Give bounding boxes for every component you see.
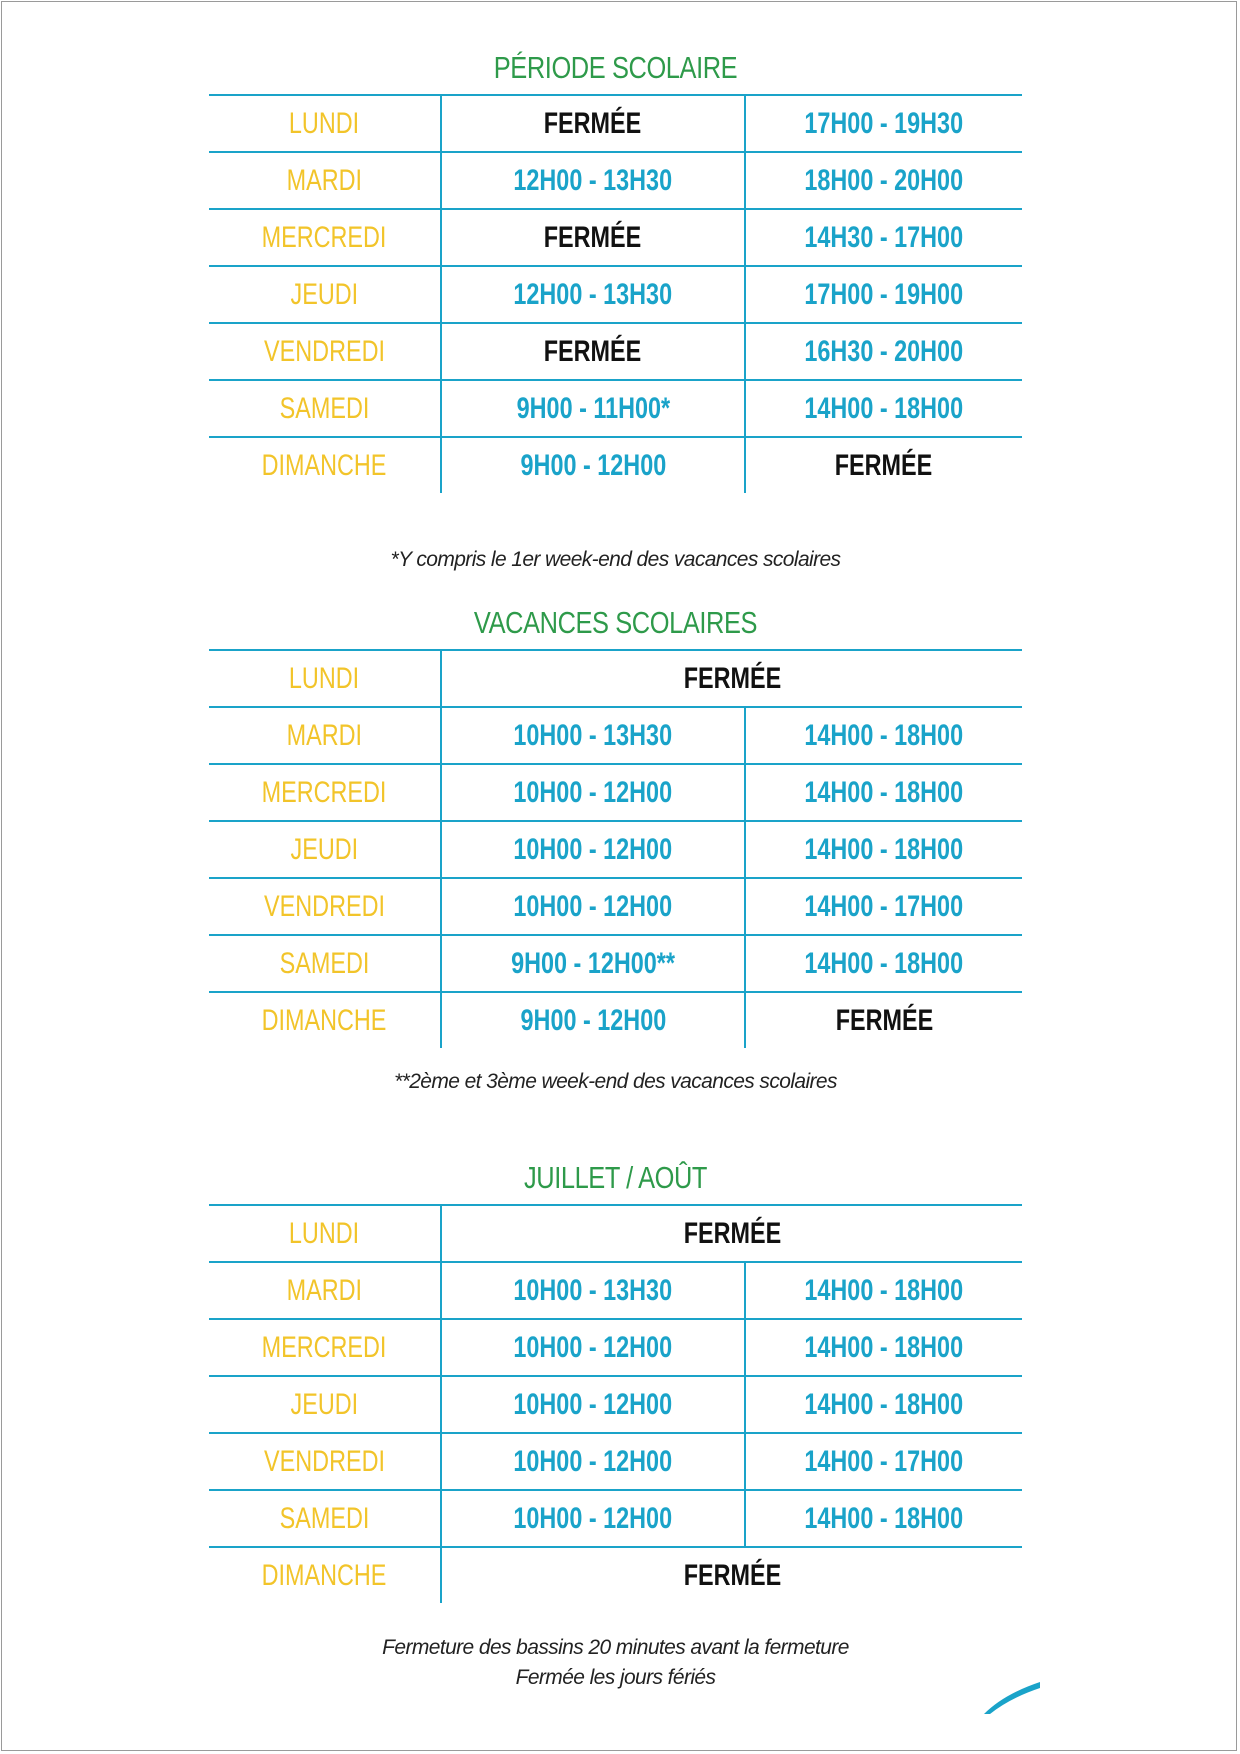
morning-hours: 10H00 - 13H30	[513, 1273, 673, 1307]
table-row	[209, 878, 1022, 935]
table-row	[209, 266, 1022, 323]
day-label: SAMEDI	[279, 946, 370, 980]
day-label-cell	[209, 1490, 441, 1547]
closed-label: FERMÉE	[683, 1216, 781, 1250]
morning-hours-cell	[441, 323, 745, 380]
morning-hours-cell	[441, 821, 745, 878]
afternoon-hours-cell	[745, 821, 1022, 878]
afternoon-hours-cell	[745, 323, 1022, 380]
afternoon-hours: 14H00 - 18H00	[804, 1387, 964, 1421]
afternoon-hours: 14H00 - 18H00	[804, 832, 964, 866]
day-label: VENDREDI	[264, 889, 385, 923]
morning-hours-cell	[441, 1262, 745, 1319]
closed-label-cell	[441, 1547, 1022, 1603]
holiday-note: Fermée les jours fériés	[515, 1666, 716, 1689]
afternoon-hours: 14H00 - 17H00	[804, 889, 964, 923]
afternoon-hours-cell	[745, 209, 1022, 266]
morning-hours: FERMÉE	[544, 220, 642, 254]
afternoon-hours-cell	[745, 1262, 1022, 1319]
afternoon-hours-cell	[745, 878, 1022, 935]
morning-hours: 10H00 - 12H00	[513, 1330, 673, 1364]
morning-hours: 10H00 - 12H00	[513, 1387, 673, 1421]
morning-hours-cell	[441, 764, 745, 821]
afternoon-hours-cell	[745, 1319, 1022, 1376]
day-label: MERCREDI	[262, 220, 387, 254]
footnote-weekend-2: **2ème et 3ème week-end des vacances scolaires	[394, 1070, 837, 1093]
table-row	[209, 152, 1022, 209]
afternoon-hours-cell	[745, 95, 1022, 152]
morning-hours-cell	[441, 1433, 745, 1490]
afternoon-hours: 14H30 - 17H00	[804, 220, 964, 254]
day-label-cell	[209, 323, 441, 380]
day-label-cell	[209, 152, 441, 209]
morning-hours-cell	[441, 95, 745, 152]
table-row	[209, 1547, 1022, 1603]
day-label-cell	[209, 935, 441, 992]
section-periode-scolaire	[209, 42, 1022, 493]
table-row	[209, 650, 1022, 707]
section-title: VACANCES SCOLAIRES	[473, 605, 758, 640]
section-juillet-aout	[209, 1152, 1022, 1603]
morning-hours: 9H00 - 12H00	[520, 1003, 666, 1037]
schedule-table	[209, 94, 1022, 493]
afternoon-hours-cell	[745, 1490, 1022, 1547]
day-label-cell	[209, 1547, 441, 1603]
day-label-cell	[209, 1433, 441, 1490]
day-label-cell	[209, 1376, 441, 1433]
morning-hours: 9H00 - 11H00*	[516, 391, 670, 425]
afternoon-hours-cell	[745, 1433, 1022, 1490]
day-label-cell	[209, 650, 441, 707]
table-row	[209, 95, 1022, 152]
day-label: LUNDI	[289, 1216, 360, 1250]
day-label-cell	[209, 992, 441, 1048]
afternoon-hours: 17H00 - 19H30	[804, 106, 964, 140]
closed-label: FERMÉE	[683, 661, 781, 695]
table-row	[209, 935, 1022, 992]
morning-hours-cell	[441, 437, 745, 493]
day-label-cell	[209, 1262, 441, 1319]
morning-hours: 10H00 - 12H00	[513, 775, 673, 809]
schedule-table	[209, 1204, 1022, 1603]
morning-hours-cell	[441, 1319, 745, 1376]
day-label: MARDI	[286, 1273, 363, 1307]
morning-hours: 10H00 - 12H00	[513, 832, 673, 866]
table-row	[209, 1205, 1022, 1262]
afternoon-hours: 14H00 - 18H00	[804, 946, 964, 980]
morning-hours: 12H00 - 13H30	[513, 163, 673, 197]
closing-note: Fermeture des bassins 20 minutes avant la fermeture	[382, 1636, 849, 1659]
afternoon-hours: FERMÉE	[835, 1003, 933, 1037]
closed-label-cell	[441, 650, 1022, 707]
day-label: LUNDI	[289, 106, 360, 140]
table-row	[209, 323, 1022, 380]
day-label: JEUDI	[290, 1387, 359, 1421]
afternoon-hours: 18H00 - 20H00	[804, 163, 964, 197]
morning-hours: 9H00 - 12H00	[520, 448, 666, 482]
day-label-cell	[209, 437, 441, 493]
table-row	[209, 1376, 1022, 1433]
day-label-cell	[209, 380, 441, 437]
day-label: DIMANCHE	[262, 448, 387, 482]
morning-hours-cell	[441, 380, 745, 437]
table-row	[209, 821, 1022, 878]
footnote-weekend-1: *Y compris le 1er week-end des vacances scolaires	[390, 548, 841, 571]
table-row	[209, 1433, 1022, 1490]
day-label-cell	[209, 266, 441, 323]
morning-hours-cell	[441, 152, 745, 209]
schedule-table	[209, 649, 1022, 1048]
morning-hours: 9H00 - 12H00**	[511, 946, 675, 980]
day-label: JEUDI	[290, 277, 359, 311]
table-row	[209, 380, 1022, 437]
morning-hours: 10H00 - 12H00	[513, 889, 673, 923]
afternoon-hours: 14H00 - 18H00	[804, 718, 964, 752]
day-label: VENDREDI	[264, 334, 385, 368]
morning-hours-cell	[441, 266, 745, 323]
day-label: DIMANCHE	[262, 1003, 387, 1037]
day-label-cell	[209, 95, 441, 152]
section-title: JUILLET / AOÛT	[523, 1160, 708, 1195]
closed-label-cell	[441, 1205, 1022, 1262]
afternoon-hours: 14H00 - 18H00	[804, 1273, 964, 1307]
afternoon-hours-cell	[745, 152, 1022, 209]
table-row	[209, 764, 1022, 821]
afternoon-hours: 14H00 - 18H00	[804, 1501, 964, 1535]
afternoon-hours-cell	[745, 1376, 1022, 1433]
day-label-cell	[209, 764, 441, 821]
day-label: VENDREDI	[264, 1444, 385, 1478]
day-label: LUNDI	[289, 661, 360, 695]
day-label-cell	[209, 707, 441, 764]
day-label: SAMEDI	[279, 391, 370, 425]
table-row	[209, 707, 1022, 764]
morning-hours-cell	[441, 878, 745, 935]
afternoon-hours-cell	[745, 707, 1022, 764]
day-label-cell	[209, 1319, 441, 1376]
morning-hours: 10H00 - 12H00	[513, 1501, 673, 1535]
day-label: SAMEDI	[279, 1501, 370, 1535]
morning-hours-cell	[441, 935, 745, 992]
day-label-cell	[209, 209, 441, 266]
afternoon-hours-cell	[745, 992, 1022, 1048]
morning-hours-cell	[441, 1490, 745, 1547]
morning-hours-cell	[441, 1376, 745, 1433]
table-row	[209, 1319, 1022, 1376]
table-row	[209, 1490, 1022, 1547]
day-label: JEUDI	[290, 832, 359, 866]
morning-hours: FERMÉE	[544, 106, 642, 140]
table-row	[209, 437, 1022, 493]
afternoon-hours-cell	[745, 764, 1022, 821]
day-label: MARDI	[286, 718, 363, 752]
morning-hours: FERMÉE	[544, 334, 642, 368]
afternoon-hours: 14H00 - 18H00	[804, 391, 964, 425]
section-vacances-scolaires	[209, 597, 1022, 1048]
day-label: MERCREDI	[262, 775, 387, 809]
afternoon-hours-cell	[745, 437, 1022, 493]
morning-hours-cell	[441, 707, 745, 764]
afternoon-hours: 14H00 - 17H00	[804, 1444, 964, 1478]
table-row	[209, 992, 1022, 1048]
day-label: MERCREDI	[262, 1330, 387, 1364]
afternoon-hours-cell	[745, 266, 1022, 323]
morning-hours-cell	[441, 992, 745, 1048]
afternoon-hours-cell	[745, 935, 1022, 992]
day-label-cell	[209, 878, 441, 935]
afternoon-hours: FERMÉE	[835, 448, 933, 482]
afternoon-hours: 16H30 - 20H00	[804, 334, 964, 368]
table-row	[209, 1262, 1022, 1319]
morning-hours: 10H00 - 13H30	[513, 718, 673, 752]
day-label-cell	[209, 821, 441, 878]
morning-hours: 12H00 - 13H30	[513, 277, 673, 311]
closed-label: FERMÉE	[683, 1558, 781, 1592]
morning-hours-cell	[441, 209, 745, 266]
afternoon-hours-cell	[745, 380, 1022, 437]
day-label-cell	[209, 1205, 441, 1262]
morning-hours: 10H00 - 12H00	[513, 1444, 673, 1478]
afternoon-hours: 14H00 - 18H00	[804, 775, 964, 809]
table-row	[209, 209, 1022, 266]
day-label: MARDI	[286, 163, 363, 197]
day-label: DIMANCHE	[262, 1558, 387, 1592]
afternoon-hours: 14H00 - 18H00	[804, 1330, 964, 1364]
swoosh-decoration-icon	[982, 1676, 1042, 1716]
section-title: PÉRIODE SCOLAIRE	[493, 50, 738, 85]
afternoon-hours: 17H00 - 19H00	[804, 277, 964, 311]
